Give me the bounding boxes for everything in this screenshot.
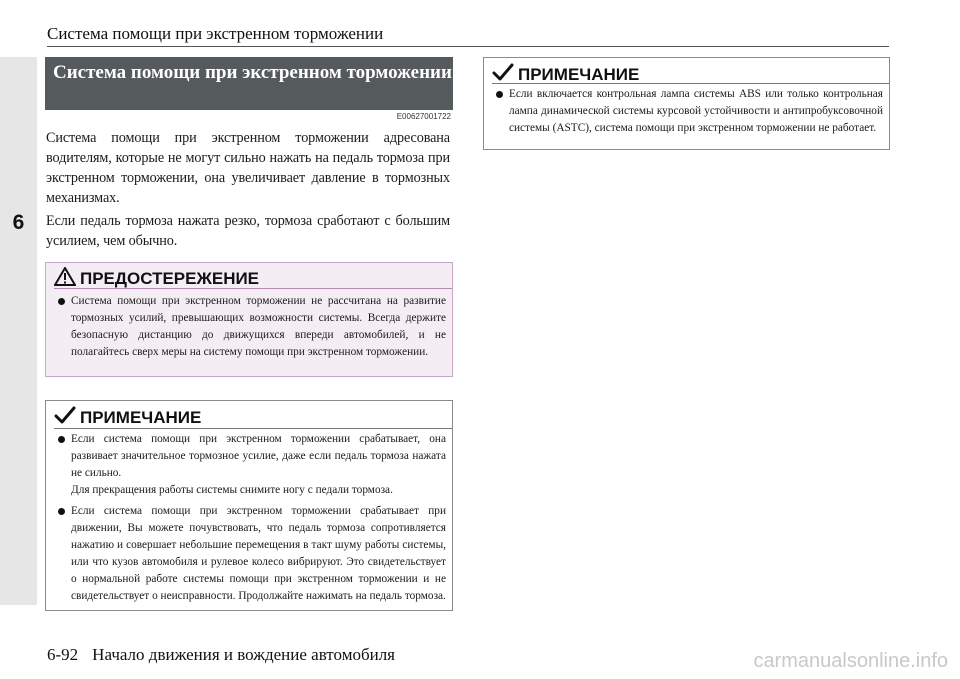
page-footer [47,645,395,665]
note-item [56,503,446,605]
note-list [494,86,883,137]
chapter-number: 6 [12,211,25,234]
note-list [56,431,446,605]
body-paragraph: Если педаль тормоза нажата резко, тормоза сработают с большим усилием, чем обычно. [46,213,450,249]
chapter-side-tab [0,57,37,605]
body-paragraph: Система помощи при экстренном торможении адресована водителям, которые не могут сильно нажать на педаль тормоза при экстренном торможении, она увеличивает давление в тормозных механизмах. [46,130,450,206]
section-code: E00627001722 [396,112,451,121]
warning-box [45,262,453,377]
note-rule [54,428,452,429]
note-heading [54,405,201,430]
pencil-check-icon [54,405,76,430]
note-box [45,400,453,611]
note-rule [492,83,889,84]
note-item-extra: Для прекращения работы системы снимите ногу с педали тормоза. [71,484,393,496]
note-item: Если включается контрольная лампа системы ABS или только контрольная лампа динамической системы курсовой устойчивости и антипробуксовочной системы (ASTC), система помощи при экстренном торможении не работает. [494,86,883,137]
note-box-right [483,57,890,150]
watermark: carmanualsonline.info [753,650,948,672]
header-rule [47,46,889,47]
page-number: 6-92 [47,645,79,664]
note-item [56,431,446,499]
note-item-text: Если система помощи при экстренном торможении срабатывает при движении, Вы можете почувствовать, что педаль тормоза сопротивляется нажатию и совершает небольшие перемещения в такт шуму работы системы, или что кузов автомобиля и рулевое колесо вибрируют. Это свидетельствует о нормальной работе системы помощи при экстренном торможении и не свидетельствует о неисправности. Продолжайте нажимать на педаль тормоза. [71,505,446,602]
warning-rule [54,288,452,289]
warning-heading-label: ПРЕДОСТЕРЕЖЕНИЕ [80,269,260,288]
running-header: Система помощи при экстренном торможении [47,24,384,43]
section-title: Система помощи при экстренном торможении [45,57,453,110]
warning-item: Система помощи при экстренном торможении не рассчитана на развитие тормозных усилий, превышающих возможности системы. Всегда держите безопасную дистанцию до движущихся впереди автомобилей, и не полагайтесь сверх меры на систему помощи при экстренном торможении. [56,293,446,361]
note-heading-label: ПРИМЕЧАНИЕ [518,64,640,84]
warning-list [56,293,446,361]
footer-chapter-title: Начало движения и вождение автомобиля [92,645,396,664]
note-item-text: Если система помощи при экстренном торможении срабатывает, она развивает значительное тормозное усилие, даже если педаль тормоза нажата не сильно. [71,433,446,479]
note-heading-label: ПРИМЕЧАНИЕ [80,407,202,427]
